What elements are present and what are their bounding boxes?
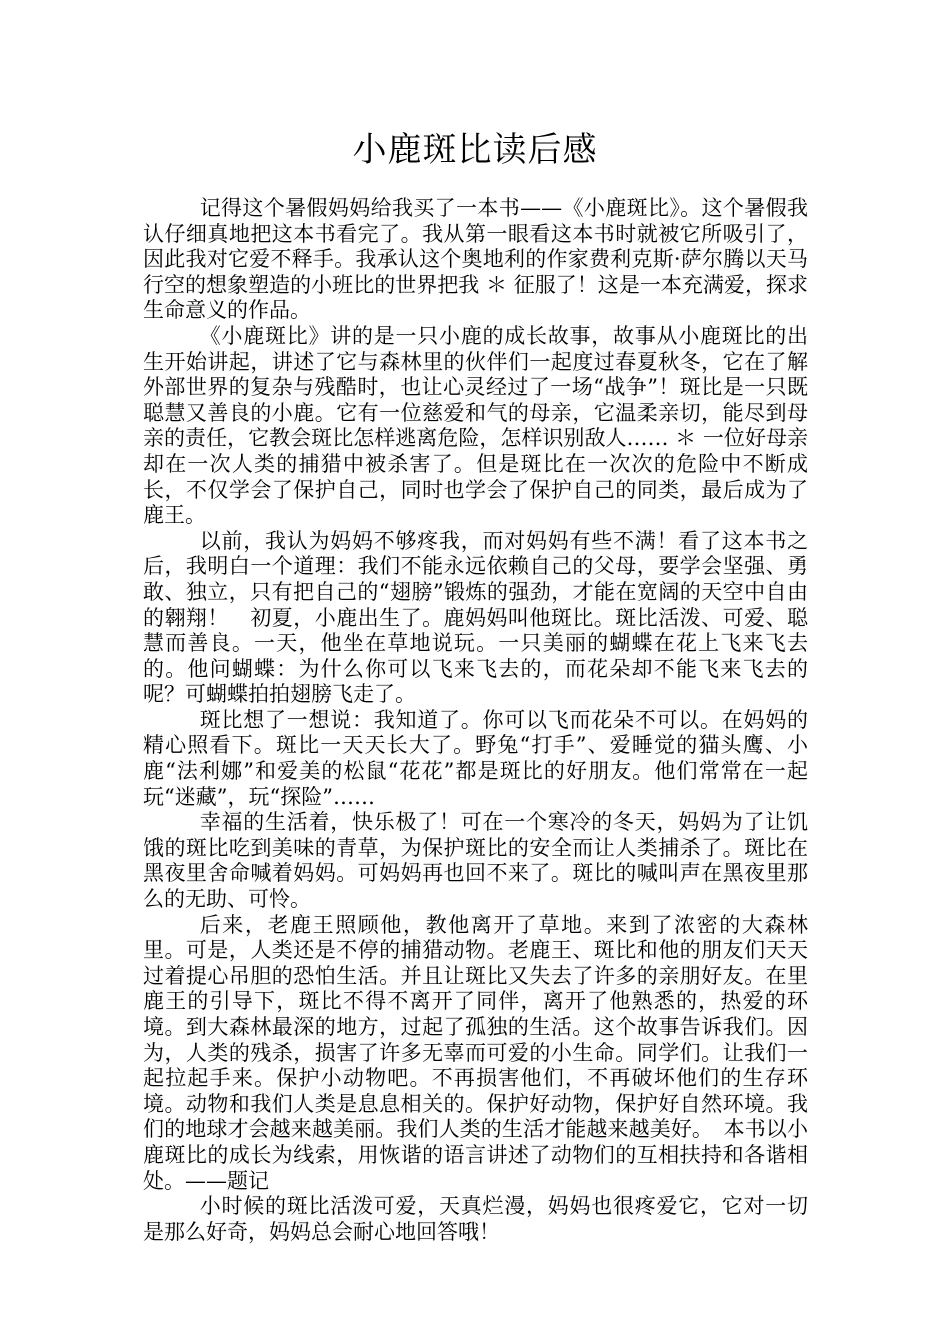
paragraph-4: 斑比想了一想说：我知道了。你可以飞而花朵不可以。在妈妈的精心照看下。斑比一天天长大了。野兔“打手”、爱睡觉的猫头鹰、小鹿“法利娜”和爱美的松鼠“花花”都是斑比的好朋友。他们常常在一起玩“迷藏”，玩“探险”…… [143,707,808,809]
paragraph-3: 以前，我认为妈妈不够疼我，而对妈妈有些不满！看了这本书之后，我明白一个道理：我们不能永远依赖自己的父母，要学会坚强、勇敢、独立，只有把自己的“翅膀”锻炼的强劲，才能在宽阔的天空中自由的翱翔！ 初夏，小鹿出生了。鹿妈妈叫他斑比。斑比活泼、可爱、聪慧而善良。一天，他坐在草地说玩。一只美丽的蝴蝶在花上飞来飞去的。他问蝴蝶：为什么你可以飞来飞去的，而花朵却不能飞来飞去的呢？可蝴蝶拍拍翅膀飞走了。 [143,528,808,707]
paragraph-7: 小时候的斑比活泼可爱，天真烂漫，妈妈也很疼爱它，它对一切是那么好奇，妈妈总会耐心地回答哦！ [143,1194,808,1244]
document-body [143,196,808,1245]
paragraph-5: 幸福的生活着，快乐极了！可在一个寒冷的冬天，妈妈为了让饥饿的斑比吃到美味的青草，为保护斑比的安全而让人类捕杀了。斑比在黑夜里舍命喊着妈妈。可妈妈再也回不来了。斑比的喊叫声在黑夜里那么的无助、可怜。 [143,810,808,912]
document-title: 小鹿斑比读后感 [352,130,598,170]
paragraph-6: 后来，老鹿王照顾他，教他离开了草地。来到了浓密的大森林里。可是，人类还是不停的捕猎动物。老鹿王、斑比和他的朋友们天天过着提心吊胆的恐怕生活。并且让斑比又失去了许多的亲朋好友。在里鹿王的引导下，斑比不得不离开了同伴，离开了他熟悉的，热爱的环境。到大森林最深的地方，过起了孤独的生活。这个故事告诉我们。因为，人类的残杀，损害了许多无辜而可爱的小生命。同学们。让我们一起拉起手来。保护小动物吧。不再损害他们，不再破坏他们的生存环境。动物和我们人类是息息相关的。保护好动物，保护好自然环境。我们的地球才会越来越美丽。我们人类的生活才能越来越美好。 本书以小鹿斑比的成长为线索，用恢谐的语言讲述了动物们的互相扶持和各谐相处。——题记 [143,912,808,1193]
paragraph-1: 记得这个暑假妈妈给我买了一本书——《小鹿斑比》。这个暑假我认仔细真地把这本书看完了。我从第一眼看这本书时就被它所吸引了，因此我对它爱不释手。我承认这个奥地利的作家费利克斯·萨尔腾以天马行空的想象塑造的小班比的世界把我 ＊ 征服了！这是一本充满爱，探求生命意义的作品。 [143,196,808,323]
paragraph-2: 《小鹿斑比》讲的是一只小鹿的成长故事，故事从小鹿斑比的出生开始讲起，讲述了它与森林里的伙伴们一起度过春夏秋冬，它在了解外部世界的复杂与残酷时，也让心灵经过了一场“战争”！斑比是一只既聪慧又善良的小鹿。它有一位慈爱和气的母亲，它温柔亲切，能尽到母亲的责任，它教会斑比怎样逃离危险，怎样识别敌人…… ＊ 一位好母亲却在一次人类的捕猎中被杀害了。但是斑比在一次次的危险中不断成长，不仅学会了保护自己，同时也学会了保护自己的同类，最后成为了鹿王。 [143,323,808,528]
